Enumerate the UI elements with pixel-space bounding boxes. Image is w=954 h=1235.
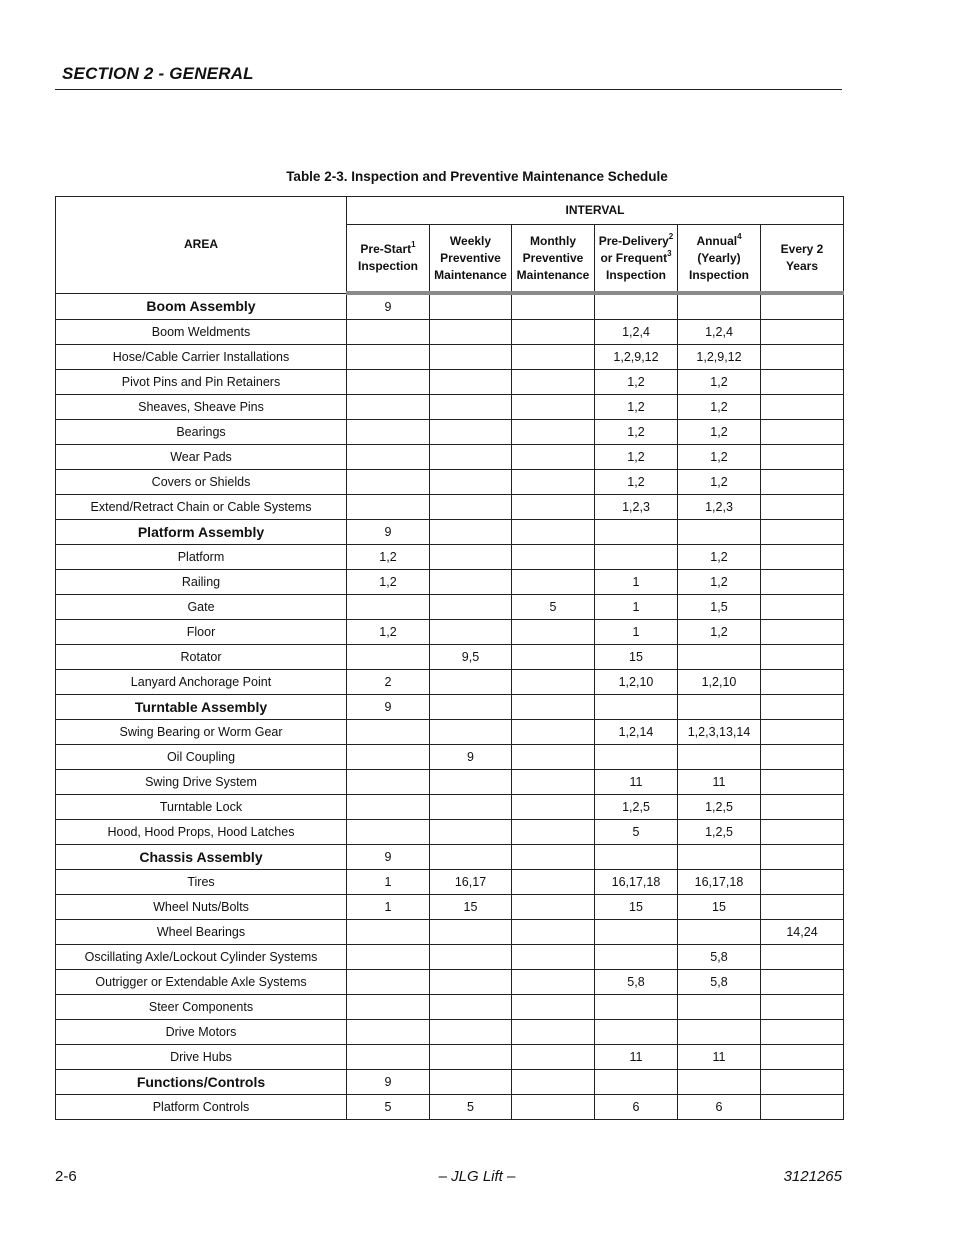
- col-header-every-2-years: Every 2 Years: [761, 225, 844, 294]
- interval-cell: [430, 545, 512, 570]
- item-label: Swing Bearing or Worm Gear: [56, 720, 347, 745]
- interval-cell: [761, 670, 844, 695]
- interval-cell: [678, 1070, 761, 1095]
- interval-cell: [430, 695, 512, 720]
- interval-cell: 1,2: [678, 545, 761, 570]
- table-row: [56, 970, 844, 995]
- table-row: [56, 795, 844, 820]
- interval-cell: 15: [430, 895, 512, 920]
- interval-cell: 1,2,14: [595, 720, 678, 745]
- interval-cell: 1,2: [595, 420, 678, 445]
- table-row: [56, 1045, 844, 1070]
- table-row: [56, 370, 844, 395]
- interval-cell: [430, 370, 512, 395]
- category-label: Turntable Assembly: [56, 695, 347, 720]
- interval-cell: [430, 395, 512, 420]
- table-row: [56, 920, 844, 945]
- interval-cell: [512, 545, 595, 570]
- item-label: Drive Hubs: [56, 1045, 347, 1070]
- interval-cell: [430, 1070, 512, 1095]
- interval-cell: [430, 293, 512, 320]
- interval-cell: [430, 670, 512, 695]
- interval-cell: [761, 520, 844, 545]
- interval-cell: [761, 645, 844, 670]
- interval-cell: 5,8: [678, 970, 761, 995]
- interval-cell: 1,2,4: [678, 320, 761, 345]
- col-header-pre-start: Pre-Start$^1$ Inspection: [347, 225, 430, 294]
- interval-cell: 1,2: [678, 470, 761, 495]
- table-row: [56, 495, 844, 520]
- interval-cell: [761, 1095, 844, 1120]
- interval-cell: [761, 995, 844, 1020]
- page-number: 2-6: [55, 1168, 77, 1185]
- interval-cell: [678, 1020, 761, 1045]
- interval-cell: [512, 395, 595, 420]
- table-row: [56, 745, 844, 770]
- interval-cell: [430, 1045, 512, 1070]
- interval-cell: [512, 420, 595, 445]
- interval-cell: 1,2,3: [678, 495, 761, 520]
- category-row: [56, 293, 844, 320]
- interval-cell: 5: [430, 1095, 512, 1120]
- item-label: Platform: [56, 545, 347, 570]
- interval-cell: [347, 970, 430, 995]
- interval-cell: [678, 995, 761, 1020]
- interval-cell: [512, 1045, 595, 1070]
- interval-cell: 1,2,10: [595, 670, 678, 695]
- header-rule: [55, 89, 842, 90]
- interval-cell: 1,2: [595, 370, 678, 395]
- item-label: Steer Components: [56, 995, 347, 1020]
- interval-cell: [761, 345, 844, 370]
- interval-cell: 9: [430, 745, 512, 770]
- interval-cell: [347, 945, 430, 970]
- table-row: [56, 870, 844, 895]
- interval-cell: [430, 945, 512, 970]
- item-label: Wheel Nuts/Bolts: [56, 895, 347, 920]
- interval-cell: [761, 795, 844, 820]
- interval-cell: [761, 595, 844, 620]
- interval-cell: [761, 895, 844, 920]
- interval-cell: 1,2: [595, 395, 678, 420]
- interval-cell: 1,2,5: [595, 795, 678, 820]
- interval-cell: 1: [347, 895, 430, 920]
- interval-cell: [512, 320, 595, 345]
- category-label: Functions/Controls: [56, 1070, 347, 1095]
- interval-cell: 1,2,5: [678, 795, 761, 820]
- table-row: [56, 720, 844, 745]
- interval-cell: [595, 745, 678, 770]
- interval-cell: [430, 470, 512, 495]
- interval-cell: [512, 445, 595, 470]
- interval-cell: [512, 945, 595, 970]
- interval-cell: [430, 445, 512, 470]
- interval-cell: 1,2: [678, 620, 761, 645]
- interval-cell: [761, 1020, 844, 1045]
- interval-cell: [512, 895, 595, 920]
- interval-cell: [347, 345, 430, 370]
- interval-cell: [430, 495, 512, 520]
- interval-cell: [347, 745, 430, 770]
- interval-cell: [512, 470, 595, 495]
- table-row: [56, 995, 844, 1020]
- item-label: Sheaves, Sheave Pins: [56, 395, 347, 420]
- category-label: Platform Assembly: [56, 520, 347, 545]
- maintenance-schedule-table: [55, 196, 844, 1120]
- interval-cell: [430, 820, 512, 845]
- table-row: [56, 395, 844, 420]
- item-label: Swing Drive System: [56, 770, 347, 795]
- interval-cell: [512, 520, 595, 545]
- interval-cell: [512, 770, 595, 795]
- interval-cell: 11: [678, 1045, 761, 1070]
- item-label: Hood, Hood Props, Hood Latches: [56, 820, 347, 845]
- table-title: Table 2-3. Inspection and Preventive Maintenance Schedule: [286, 169, 668, 184]
- table-row: [56, 570, 844, 595]
- col-header-annual: Annual$^4$ (Yearly) Inspection: [678, 225, 761, 294]
- interval-cell: [761, 620, 844, 645]
- interval-cell: 1,2: [595, 470, 678, 495]
- interval-cell: [678, 520, 761, 545]
- interval-cell: [761, 545, 844, 570]
- interval-cell: [512, 820, 595, 845]
- interval-cell: [512, 1095, 595, 1120]
- interval-cell: [347, 820, 430, 845]
- interval-cell: [595, 920, 678, 945]
- category-row: [56, 695, 844, 720]
- interval-cell: [430, 920, 512, 945]
- interval-cell: [512, 845, 595, 870]
- interval-cell: [761, 745, 844, 770]
- interval-cell: [512, 570, 595, 595]
- interval-cell: [595, 293, 678, 320]
- interval-cell: [347, 1020, 430, 1045]
- item-label: Drive Motors: [56, 1020, 347, 1045]
- interval-cell: 16,17,18: [678, 870, 761, 895]
- item-label: Boom Weldments: [56, 320, 347, 345]
- interval-cell: [678, 745, 761, 770]
- interval-cell: [347, 1045, 430, 1070]
- table-row: [56, 1095, 844, 1120]
- table-row: [56, 595, 844, 620]
- item-label: Turntable Lock: [56, 795, 347, 820]
- interval-cell: 15: [595, 895, 678, 920]
- interval-cell: [512, 995, 595, 1020]
- category-label: Boom Assembly: [56, 293, 347, 320]
- interval-cell: [347, 595, 430, 620]
- interval-cell: 15: [678, 895, 761, 920]
- interval-cell: [347, 995, 430, 1020]
- interval-cell: [761, 1045, 844, 1070]
- item-label: Oil Coupling: [56, 745, 347, 770]
- interval-cell: [430, 620, 512, 645]
- table-row: [56, 320, 844, 345]
- table-row: [56, 895, 844, 920]
- interval-cell: [761, 470, 844, 495]
- interval-cell: 16,17: [430, 870, 512, 895]
- table-row: [56, 545, 844, 570]
- category-label: Chassis Assembly: [56, 845, 347, 870]
- interval-cell: [595, 995, 678, 1020]
- interval-cell: [347, 445, 430, 470]
- interval-cell: [430, 770, 512, 795]
- interval-cell: [347, 720, 430, 745]
- interval-cell: 9: [347, 520, 430, 545]
- interval-cell: [595, 1020, 678, 1045]
- item-label: Bearings: [56, 420, 347, 445]
- table-row: [56, 820, 844, 845]
- item-label: Gate: [56, 595, 347, 620]
- interval-cell: [512, 720, 595, 745]
- interval-cell: 5: [595, 820, 678, 845]
- interval-cell: 9: [347, 845, 430, 870]
- interval-cell: [761, 293, 844, 320]
- interval-cell: 5,8: [595, 970, 678, 995]
- interval-cell: [430, 970, 512, 995]
- interval-cell: [430, 345, 512, 370]
- col-header-weekly: Weekly Preventive Maintenance: [430, 225, 512, 294]
- interval-cell: [761, 1070, 844, 1095]
- interval-cell: 1,2: [595, 445, 678, 470]
- table-row: [56, 470, 844, 495]
- interval-cell: [347, 770, 430, 795]
- interval-cell: [761, 320, 844, 345]
- item-label: Lanyard Anchorage Point: [56, 670, 347, 695]
- interval-cell: 14,24: [761, 920, 844, 945]
- interval-cell: [430, 595, 512, 620]
- interval-cell: [512, 1070, 595, 1095]
- interval-cell: [512, 370, 595, 395]
- interval-cell: [761, 695, 844, 720]
- interval-cell: 11: [678, 770, 761, 795]
- interval-cell: 9: [347, 293, 430, 320]
- interval-cell: 1,2: [347, 570, 430, 595]
- interval-cell: 1,2,9,12: [678, 345, 761, 370]
- interval-cell: 1,2,3: [595, 495, 678, 520]
- interval-cell: [512, 293, 595, 320]
- interval-cell: [761, 770, 844, 795]
- interval-cell: 1,2: [678, 370, 761, 395]
- interval-cell: 1,2,10: [678, 670, 761, 695]
- interval-cell: [761, 395, 844, 420]
- interval-cell: [347, 395, 430, 420]
- interval-cell: 1,2: [678, 395, 761, 420]
- interval-cell: [512, 645, 595, 670]
- interval-cell: [347, 920, 430, 945]
- interval-cell: [430, 320, 512, 345]
- item-label: Hose/Cable Carrier Installations: [56, 345, 347, 370]
- interval-cell: [512, 695, 595, 720]
- interval-cell: [347, 795, 430, 820]
- item-label: Railing: [56, 570, 347, 595]
- category-row: [56, 1070, 844, 1095]
- interval-cell: [347, 470, 430, 495]
- interval-cell: [347, 420, 430, 445]
- interval-cell: [512, 920, 595, 945]
- interval-cell: [761, 720, 844, 745]
- interval-cell: [347, 645, 430, 670]
- interval-cell: [761, 870, 844, 895]
- interval-cell: [595, 695, 678, 720]
- footer-brand: – JLG Lift –: [438, 1168, 516, 1185]
- interval-cell: 15: [595, 645, 678, 670]
- interval-cell: 1,5: [678, 595, 761, 620]
- interval-cell: [761, 420, 844, 445]
- interval-cell: [678, 645, 761, 670]
- item-label: Tires: [56, 870, 347, 895]
- interval-cell: 5: [347, 1095, 430, 1120]
- interval-cell: [347, 495, 430, 520]
- interval-cell: [512, 495, 595, 520]
- interval-cell: 1,2,9,12: [595, 345, 678, 370]
- interval-cell: [595, 520, 678, 545]
- interval-cell: [512, 345, 595, 370]
- interval-cell: 9: [347, 1070, 430, 1095]
- col-header-monthly: Monthly Preventive Maintenance: [512, 225, 595, 294]
- interval-cell: [512, 870, 595, 895]
- category-row: [56, 520, 844, 545]
- interval-cell: [761, 445, 844, 470]
- item-label: Extend/Retract Chain or Cable Systems: [56, 495, 347, 520]
- interval-cell: [512, 1020, 595, 1045]
- interval-cell: 1: [595, 620, 678, 645]
- item-label: Pivot Pins and Pin Retainers: [56, 370, 347, 395]
- section-header: SECTION 2 - GENERAL: [62, 64, 254, 83]
- interval-cell: 6: [595, 1095, 678, 1120]
- interval-cell: 5,8: [678, 945, 761, 970]
- table-row: [56, 645, 844, 670]
- interval-cell: 1,2: [347, 545, 430, 570]
- table-row: [56, 420, 844, 445]
- interval-cell: 11: [595, 1045, 678, 1070]
- interval-cell: [761, 970, 844, 995]
- interval-cell: [430, 570, 512, 595]
- item-label: Covers or Shields: [56, 470, 347, 495]
- interval-cell: 16,17,18: [595, 870, 678, 895]
- interval-cell: [347, 320, 430, 345]
- item-label: Rotator: [56, 645, 347, 670]
- interval-cell: [512, 620, 595, 645]
- col-header-pre-delivery: Pre-Delivery$^2$ or Frequent$^3$ Inspection: [595, 225, 678, 294]
- interval-cell: 2: [347, 670, 430, 695]
- interval-cell: [595, 545, 678, 570]
- interval-cell: [430, 720, 512, 745]
- interval-cell: 1: [595, 570, 678, 595]
- item-label: Wheel Bearings: [56, 920, 347, 945]
- interval-cell: 1,2: [678, 570, 761, 595]
- item-label: Platform Controls: [56, 1095, 347, 1120]
- table-row: [56, 445, 844, 470]
- interval-cell: [761, 945, 844, 970]
- interval-cell: [678, 920, 761, 945]
- area-header: AREA: [56, 197, 347, 294]
- interval-cell: [347, 370, 430, 395]
- category-row: [56, 845, 844, 870]
- interval-cell: [678, 293, 761, 320]
- interval-cell: [430, 520, 512, 545]
- interval-cell: 9,5: [430, 645, 512, 670]
- table-row: [56, 945, 844, 970]
- interval-cell: 6: [678, 1095, 761, 1120]
- interval-cell: 1,2,3,13,14: [678, 720, 761, 745]
- item-label: Outrigger or Extendable Axle Systems: [56, 970, 347, 995]
- interval-cell: [595, 945, 678, 970]
- interval-cell: 1: [347, 870, 430, 895]
- schedule-body: [56, 293, 844, 1120]
- item-label: Wear Pads: [56, 445, 347, 470]
- table-row: [56, 770, 844, 795]
- interval-cell: 1,2,5: [678, 820, 761, 845]
- item-label: Oscillating Axle/Lockout Cylinder Systems: [56, 945, 347, 970]
- interval-cell: 1,2: [678, 445, 761, 470]
- interval-cell: [512, 745, 595, 770]
- interval-cell: 5: [512, 595, 595, 620]
- interval-cell: [430, 795, 512, 820]
- interval-cell: [512, 970, 595, 995]
- interval-cell: [761, 495, 844, 520]
- interval-cell: [430, 995, 512, 1020]
- interval-cell: 11: [595, 770, 678, 795]
- interval-cell: [678, 845, 761, 870]
- interval-cell: [430, 845, 512, 870]
- table-row: [56, 345, 844, 370]
- table-row: [56, 670, 844, 695]
- interval-cell: [430, 1020, 512, 1045]
- interval-cell: 1,2,4: [595, 320, 678, 345]
- item-label: Floor: [56, 620, 347, 645]
- interval-cell: [595, 1070, 678, 1095]
- table-row: [56, 620, 844, 645]
- interval-cell: [512, 795, 595, 820]
- interval-cell: 9: [347, 695, 430, 720]
- interval-cell: 1,2: [678, 420, 761, 445]
- table-row: [56, 1020, 844, 1045]
- interval-cell: [678, 695, 761, 720]
- interval-header: INTERVAL: [347, 197, 844, 225]
- interval-cell: [512, 670, 595, 695]
- document-number: 3121265: [783, 1168, 842, 1185]
- interval-cell: [761, 570, 844, 595]
- interval-cell: [761, 370, 844, 395]
- interval-cell: [595, 845, 678, 870]
- interval-cell: 1,2: [347, 620, 430, 645]
- interval-cell: [761, 845, 844, 870]
- interval-cell: 1: [595, 595, 678, 620]
- interval-cell: [430, 420, 512, 445]
- interval-cell: [761, 820, 844, 845]
